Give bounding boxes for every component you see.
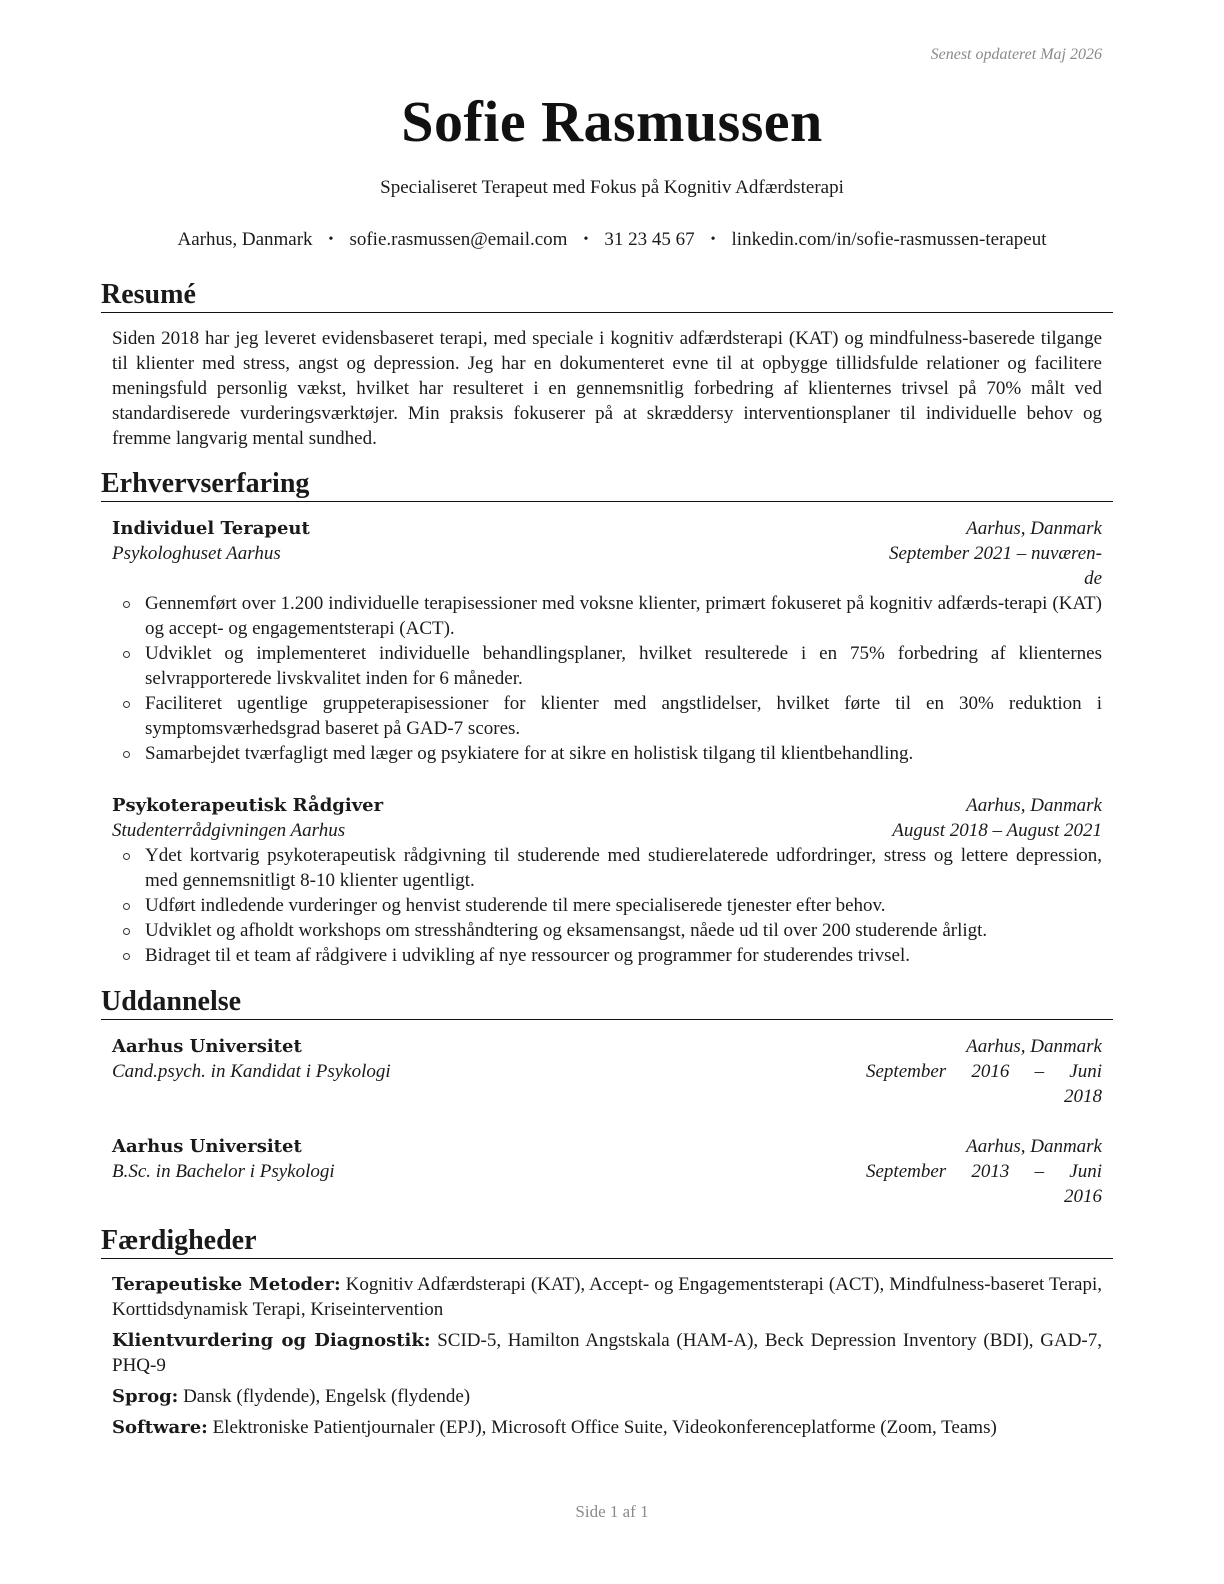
job-role: Psykoterapeutisk Rådgiver	[112, 795, 384, 816]
list-item: Udviklet og afholdt workshops om stresshåndtering og eksamensangst, nåede ud til over 200 studerende årligt.	[112, 918, 1102, 943]
job-dates	[862, 541, 1102, 591]
section-heading-education: Uddannelse	[101, 987, 1113, 1020]
job-role: Individuel Terapeut	[112, 518, 310, 539]
job-organization: Studenterrådgivningen Aarhus	[112, 820, 346, 841]
education-location: Aarhus, Danmark	[966, 1136, 1102, 1157]
education-dates-line: 2018	[1064, 1086, 1102, 1107]
candidate-name: Sofie Rasmussen	[401, 89, 823, 154]
contact-line	[0, 229, 1224, 251]
job-entry	[112, 516, 1102, 766]
list-item: Gennemført over 1.200 individuelle terapisessioner med voksne klienter, primært fokuseret på kognitiv adfærds-terapi (KAT) og accept- og engagementsterapi (ACT).	[112, 591, 1102, 641]
list-item: Udviklet og implementeret individuelle behandlingsplaner, hvilket resulterede i en 75% forbedring af klienternes selvrapporterede livskvalitet inden for 6 måneder.	[112, 641, 1102, 691]
education-school: Aarhus Universitet	[112, 1136, 302, 1157]
list-item: Ydet kortvarig psykoterapeutisk rådgivning til studerende med studierelaterede udfordringer, stress og lettere depression, med gennemsnitligt 8-10 klienter ugentligt.	[112, 843, 1102, 893]
skill-label: Klientvurdering og Diagnostik:	[112, 1330, 431, 1351]
job-entry	[112, 793, 1102, 968]
contact-location: Aarhus, Danmark	[177, 229, 313, 250]
skill-item	[112, 1272, 1102, 1322]
job-bullet-list	[112, 843, 1102, 968]
skill-label: Software:	[112, 1417, 208, 1438]
education-dates-line: September 2013 – Juni	[866, 1161, 1102, 1182]
education-dates-line: September 2016 – Juni	[866, 1061, 1102, 1082]
bullet-separator: •	[710, 232, 716, 247]
contact-linkedin[interactable]: linkedin.com/in/sofie-rasmussen-terapeut	[731, 229, 1047, 250]
skill-label: Terapeutiske Metoder:	[112, 1274, 341, 1295]
education-entry	[112, 1034, 1102, 1109]
bullet-separator: •	[328, 232, 334, 247]
professional-title: Specialiseret Terapeut med Fokus på Kognitiv Adfærdsterapi	[380, 177, 844, 198]
education-entry	[112, 1134, 1102, 1209]
job-dates-line: de	[1084, 568, 1102, 589]
contact-phone: 31 23 45 67	[604, 229, 695, 250]
education-location: Aarhus, Danmark	[966, 1036, 1102, 1057]
page-number: Side 1 af 1	[575, 1502, 649, 1521]
summary-paragraph: Siden 2018 har jeg leveret evidensbaseret terapi, med speciale i kognitiv adfærdsterapi (KAT) og mindfulness-baserede tilgange til klienter med stress, angst og depression. Jeg har en dokumenteret evne til at opbygge tillidsfulde relationer og facilitere meningsfuld personlig vækst, hvilket har resulteret i en gennemsnitlig forbedring af klienternes trivsel på 70% målt ved standardiserede vurderingsværktøjer. Min praksis fokuserer på at skræddersy interventionsplaner til individuelle behov og fremme langvarig mental sundhed.	[112, 328, 1102, 449]
skill-value: Elektroniske Patientjournaler (EPJ), Microsoft Office Suite, Videokonferenceplatforme (Zoom, Teams)	[212, 1417, 997, 1438]
skill-value: SCID-5, Hamilton Angstskala (HAM-A), Beck Depression Inventory (BDI), GAD-7, PHQ-9	[112, 1330, 1102, 1376]
job-location: Aarhus, Danmark	[966, 518, 1102, 539]
section-heading-summary: Resumé	[101, 280, 1113, 313]
job-dates-line: September 2021 – nuværen-	[889, 543, 1102, 564]
list-item: Faciliteret ugentlige gruppeterapisessioner for klienter med angstlidelser, hvilket førte til en 30% reduktion i symptomsværhedsgrad baseret på GAD-7 scores.	[112, 691, 1102, 741]
education-degree: Cand.psych. in Kandidat i Psykologi	[112, 1061, 391, 1082]
skill-value: Kognitiv Adfærdsterapi (KAT), Accept- og Engagementsterapi (ACT), Mindfulness-baseret Terapi, Korttidsdynamisk Terapi, Kriseintervention	[112, 1274, 1102, 1320]
bullet-separator: •	[583, 232, 589, 247]
skills-list	[112, 1272, 1102, 1446]
last-updated-note: Senest opdateret Maj 2026	[930, 46, 1102, 63]
job-location: Aarhus, Danmark	[966, 795, 1102, 816]
skill-item	[112, 1415, 1102, 1440]
list-item: Bidraget til et team af rådgivere i udvikling af nye ressourcer og programmer for studerendes trivsel.	[112, 943, 1102, 968]
section-heading-experience: Erhvervserfaring	[101, 469, 1113, 502]
education-dates-line: 2016	[1064, 1186, 1102, 1207]
section-heading-skills: Færdigheder	[101, 1226, 1113, 1259]
list-item: Udført indledende vurderinger og henvist studerende til mere specialiserede tjenester efter behov.	[112, 893, 1102, 918]
list-item: Samarbejdet tværfagligt med læger og psykiatere for at sikre en holistisk tilgang til klientbehandling.	[112, 741, 1102, 766]
job-bullet-list	[112, 591, 1102, 766]
skill-label: Sprog:	[112, 1386, 179, 1407]
job-dates: August 2018 – August 2021	[892, 820, 1102, 841]
education-school: Aarhus Universitet	[112, 1036, 302, 1057]
skill-item	[112, 1384, 1102, 1409]
skill-item	[112, 1328, 1102, 1378]
education-dates	[866, 1159, 1102, 1209]
education-degree: B.Sc. in Bachelor i Psykologi	[112, 1161, 335, 1182]
skill-value: Dansk (flydende), Engelsk (flydende)	[183, 1386, 471, 1407]
contact-email[interactable]: sofie.rasmussen@email.com	[349, 229, 568, 250]
education-dates	[866, 1059, 1102, 1109]
job-organization: Psykologhuset Aarhus	[112, 543, 281, 564]
